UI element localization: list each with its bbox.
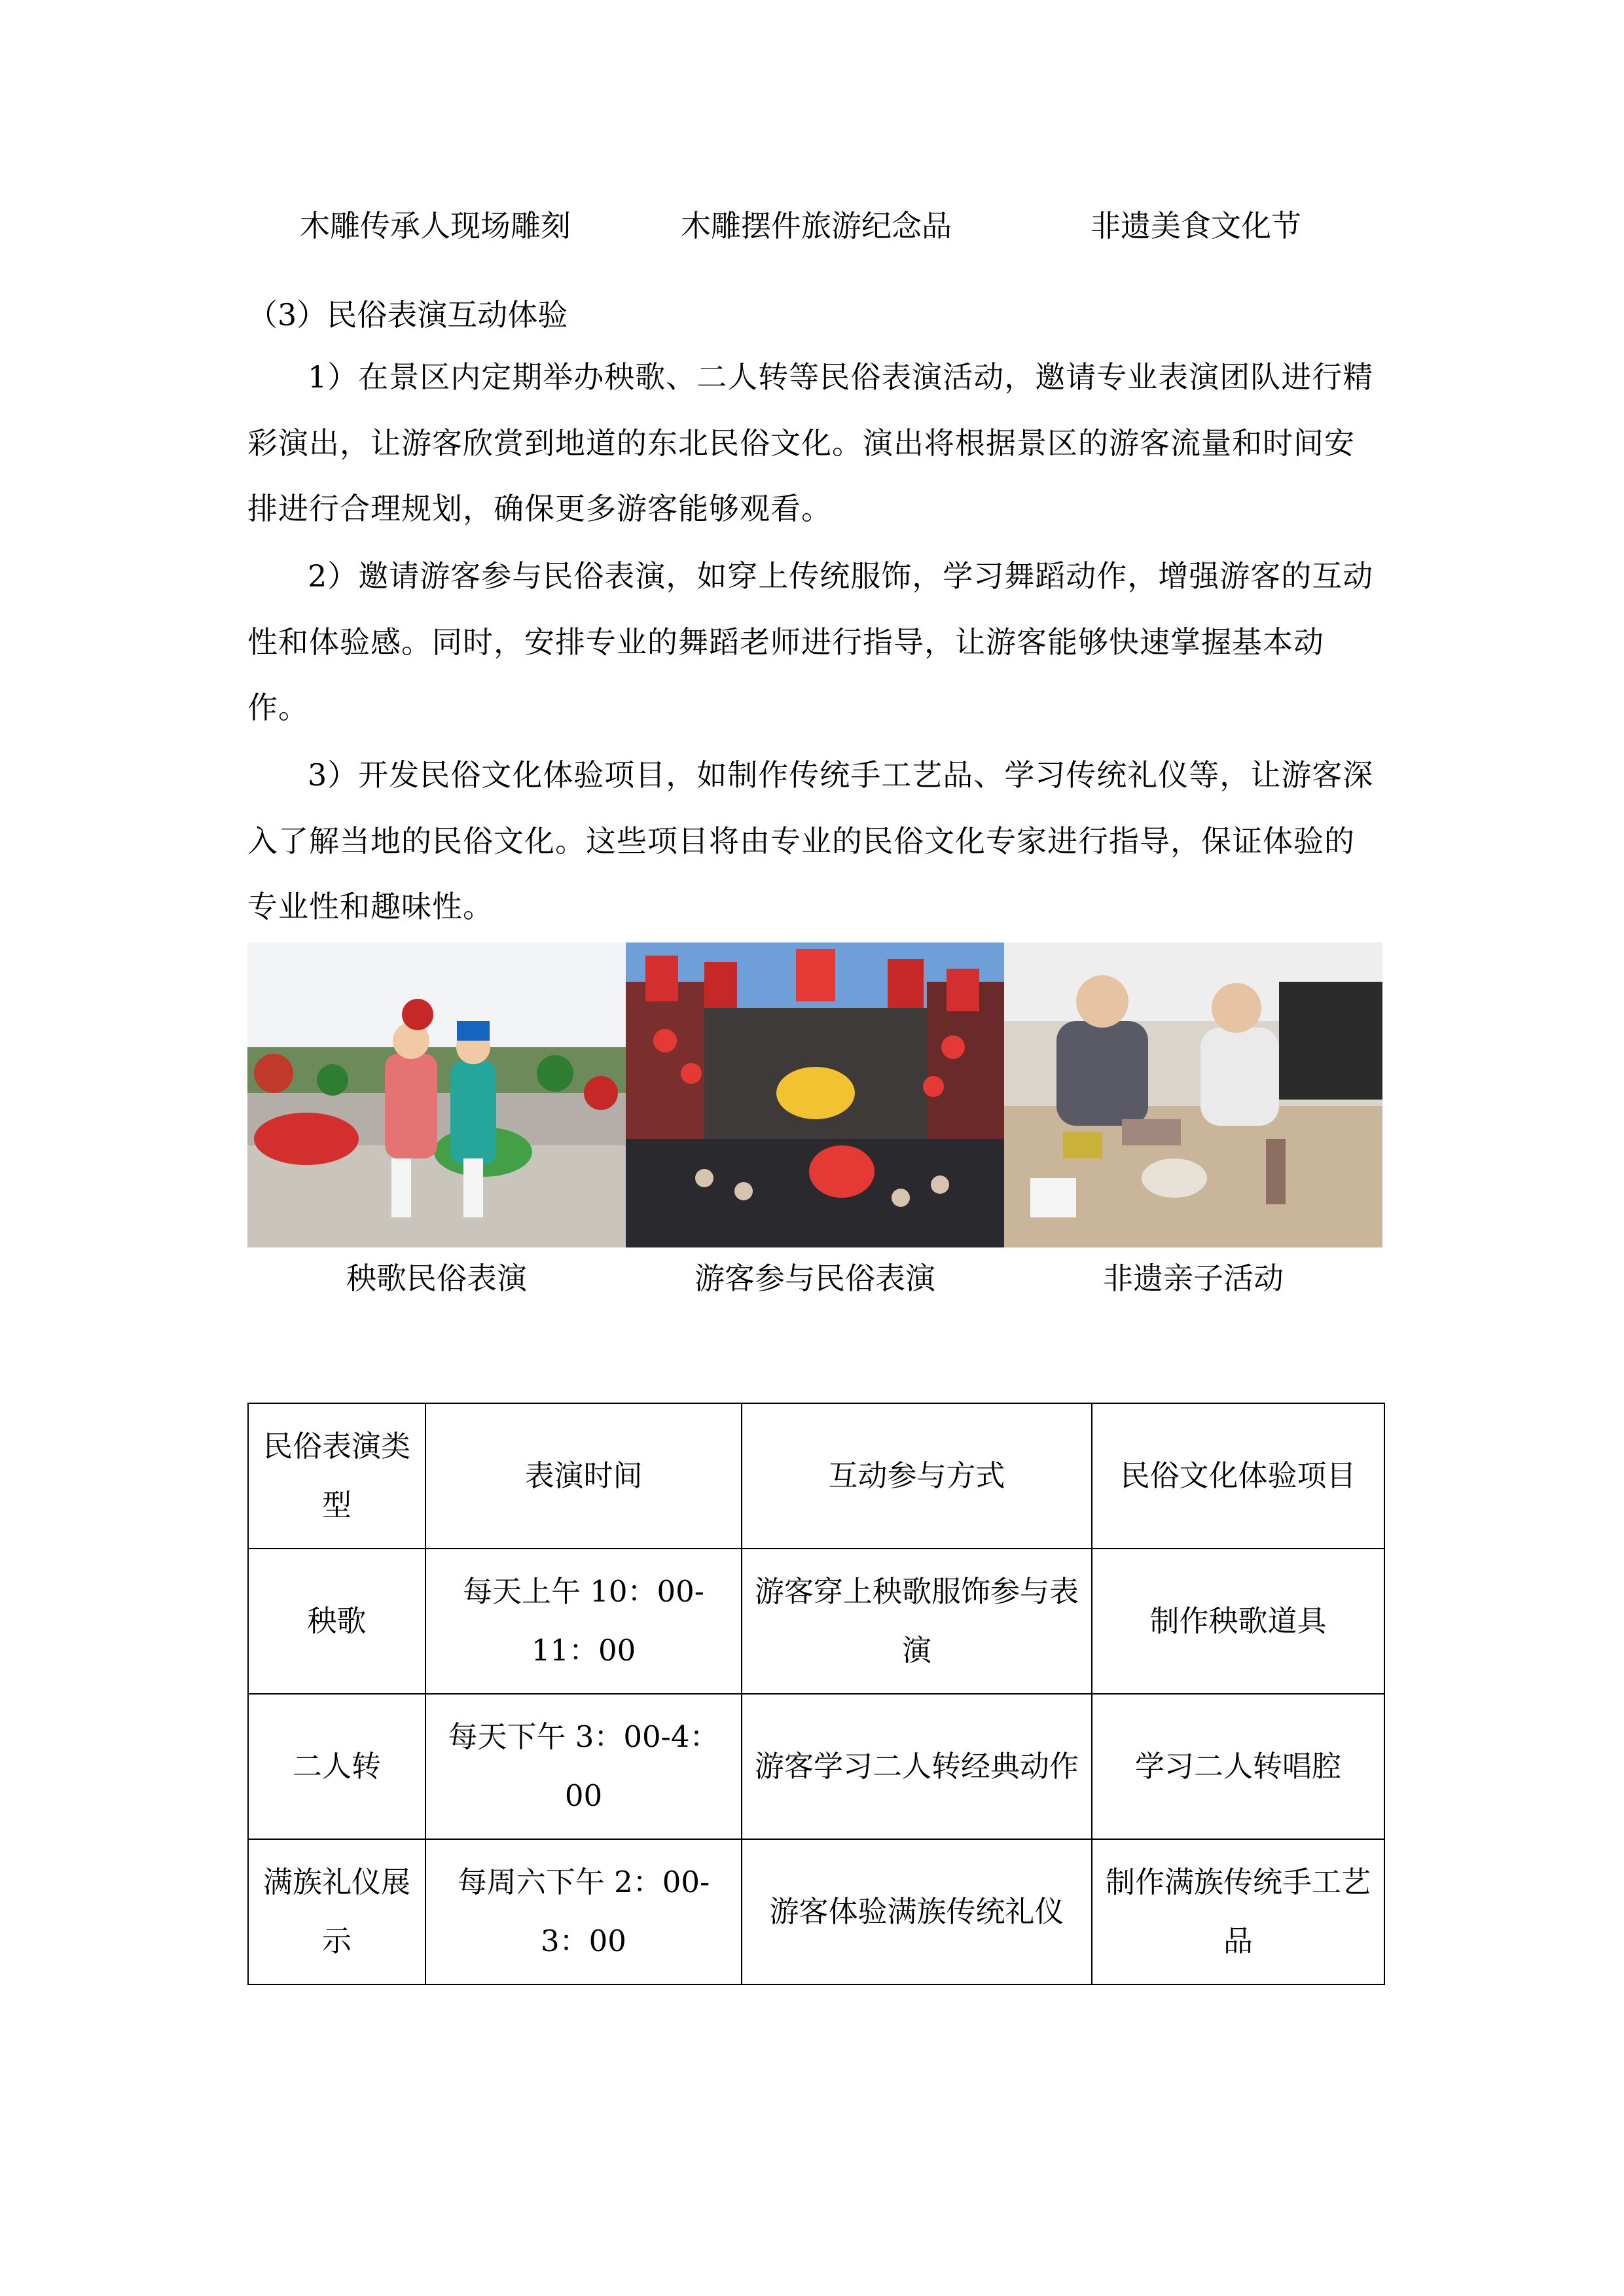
table-cell: 每天上午 10：00-11：00 xyxy=(425,1549,742,1694)
table-cell: 制作秧歌道具 xyxy=(1092,1549,1384,1694)
table-cell: 秧歌 xyxy=(248,1549,425,1694)
section-heading: （3）民俗表演互动体验 xyxy=(247,297,568,332)
intangible-heritage-family-photo xyxy=(1004,942,1382,1247)
table-header-cell: 民俗表演类型 xyxy=(248,1403,425,1549)
top-caption-row xyxy=(0,203,1624,249)
photo-caption-row xyxy=(0,1255,1624,1301)
table-header-row xyxy=(248,1403,1384,1549)
photo-strip xyxy=(247,942,1384,1247)
paragraph-1: 1）在景区内定期举办秧歌、二人转等民俗表演活动，邀请专业表演团队进行精彩演出，让游客欣赏到地道的东北民俗文化。演出将根据景区的游客流量和时间安排进行合理规划，确保更多游客能够观看。 xyxy=(247,359,1374,526)
table-cell: 每周六下午 2：00-3：00 xyxy=(425,1839,742,1984)
table-header-cell: 表演时间 xyxy=(425,1403,742,1549)
table-cell: 游客学习二人转经典动作 xyxy=(742,1694,1092,1839)
visitors-performance-photo xyxy=(626,942,1004,1247)
table-cell: 满族礼仪展示 xyxy=(248,1839,425,1984)
top-caption-wood-souvenir: 木雕摆件旅游纪念品 xyxy=(681,208,952,243)
table-cell: 每天下午 3：00-4：00 xyxy=(425,1694,742,1839)
table-cell: 二人转 xyxy=(248,1694,425,1839)
table-cell: 游客体验满族传统礼仪 xyxy=(742,1839,1092,1984)
yangge-performance-photo xyxy=(247,942,626,1247)
top-caption-wood-carving-artisan: 木雕传承人现场雕刻 xyxy=(300,208,571,243)
table-header-cell: 互动参与方式 xyxy=(742,1403,1092,1549)
photo-caption-family: 非遗亲子活动 xyxy=(1103,1261,1284,1296)
table-row xyxy=(248,1839,1384,1984)
photo-caption-visitors: 游客参与民俗表演 xyxy=(695,1261,935,1296)
table-cell: 制作满族传统手工艺品 xyxy=(1092,1839,1384,1984)
table-cell: 游客穿上秧歌服饰参与表演 xyxy=(742,1549,1092,1694)
table-row xyxy=(248,1694,1384,1839)
paragraph-2: 2）邀请游客参与民俗表演，如穿上传统服饰，学习舞蹈动作，增强游客的互动性和体验感。同时，安排专业的舞蹈老师进行指导，让游客能够快速掌握基本动作。 xyxy=(247,558,1374,725)
folk-performance-table xyxy=(247,1403,1385,1985)
table-row xyxy=(248,1549,1384,1694)
paragraph-3: 3）开发民俗文化体验项目，如制作传统手工艺品、学习传统礼仪等，让游客深入了解当地的民俗文化。这些项目将由专业的民俗文化专家进行指导，保证体验的专业性和趣味性。 xyxy=(247,757,1374,924)
table-header-cell: 民俗文化体验项目 xyxy=(1092,1403,1384,1549)
top-caption-food-festival: 非遗美食文化节 xyxy=(1091,208,1301,243)
table-cell: 学习二人转唱腔 xyxy=(1092,1694,1384,1839)
photo-caption-yangge: 秧歌民俗表演 xyxy=(346,1261,527,1296)
